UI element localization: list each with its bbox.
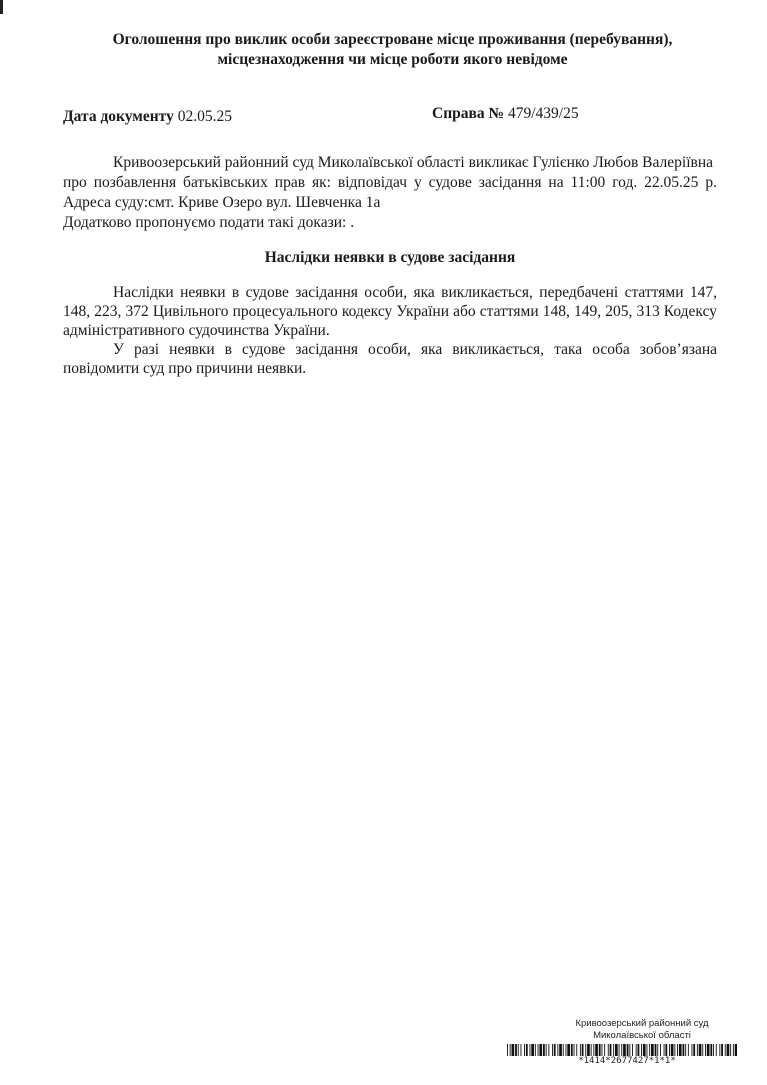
case-number [432, 105, 579, 123]
section-subtitle: Наслідки неявки в судове засідання [264, 249, 516, 266]
summons-paragraph [63, 153, 717, 233]
title-line-2: місцезнаходження чи місце роботи якого невідоме [217, 51, 568, 68]
date-value: 02.05.25 [177, 108, 232, 125]
date-label: Дата документу [63, 108, 174, 125]
consequences-section [63, 283, 717, 378]
barcode-number: *1414*2677427*1*1* [578, 1056, 676, 1066]
scan-edge-mark [0, 0, 3, 14]
consequences-paragraph: Наслідки неявки в судове засідання особи, яка викликається, передбачені статтями 147, 148, 223, 372 Цивільного процесуального кодексу України або статтями 148, 149, 205, 313 Кодексу адміністративного судочинства України. [63, 284, 717, 339]
barcode [507, 1044, 737, 1056]
summons-line-3: Адреса суду:смт. Криве Озеро вул. Шевченка 1а [63, 194, 381, 211]
case-label: Справа № [432, 105, 505, 122]
notice-paragraph: У разі неявки в судове засідання особи, яка викликається, така особа зобов’язана повідомити суд про причини неявки. [63, 341, 717, 377]
stamp-region: Миколаївської області [593, 1030, 691, 1041]
document-title [60, 30, 725, 70]
summons-line-2: про позбавлення батьківських прав як: відповідач у судове засідання на 11:00 год. 22.05.25 р. [63, 174, 717, 191]
summons-line-4: Додатково пропонуємо подати такі докази: . [63, 214, 355, 231]
document-date [63, 108, 232, 126]
summons-line-1: Кривоозерський районний суд Миколаївської області викликає Гулієнко Любов Валеріївна [113, 154, 713, 171]
title-line-1: Оголошення про виклик особи зареєстроване місце проживання (перебування), [112, 31, 673, 48]
court-stamp [507, 1018, 737, 1066]
stamp-court-name: Кривоозерський районний суд [575, 1018, 709, 1029]
case-value: 479/439/25 [507, 105, 579, 122]
